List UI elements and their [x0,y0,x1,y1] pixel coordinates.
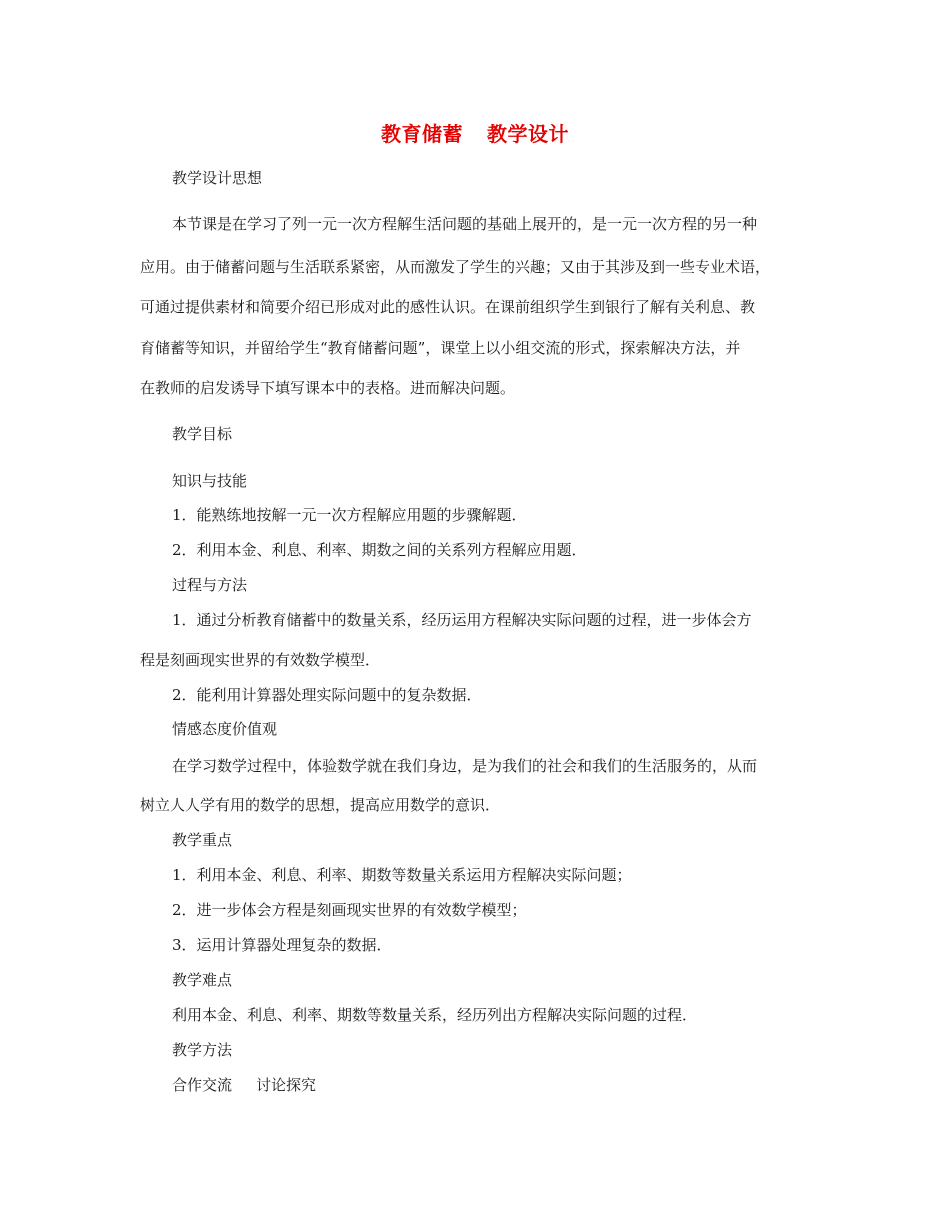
heading-key-points: 教学重点 [172,831,233,849]
intro-line-2: 应用。由于储蓄问题与生活联系紧密，从而激发了学生的兴趣；又由于其涉及到一些专业术语， [140,258,771,276]
key-point-2: 2．进一步体会方程是刻画现实世界的有效数学模型； [172,901,527,919]
process-item-1-line-2: 程是刻画现实世界的有效数学模型． [140,651,381,669]
key-point-1: 1．利用本金、利息、利率、期数等数量关系运用方程解决实际问题； [172,866,632,884]
method-part-2: 讨论探究 [256,1076,317,1094]
process-item-1-line-1: 1．通过分析教育储蓄中的数量关系，经历运用方程解决实际问题的过程，进一步体会方 [172,611,752,629]
heading-goals: 教学目标 [172,425,233,443]
heading-design-thought: 教学设计思想 [172,169,263,187]
document-title [0,118,950,147]
heading-method: 教学方法 [172,1041,233,1059]
intro-line-3: 可通过提供素材和简要介绍已形成对此的感性认识。在课前组织学生到银行了解有关利息、教 [140,298,756,316]
intro-line-5: 在教师的启发诱导下填写课本中的表格。进而解决问题。 [140,379,516,397]
heading-process: 过程与方法 [172,576,248,594]
method-text [172,1075,852,1095]
method-part-1: 合作交流 [172,1076,233,1094]
intro-line-1: 本节课是在学习了列一元一次方程解生活问题的基础上展开的，是一元一次方程的另一种 [172,215,758,233]
emotion-line-2: 树立人人学有用的数学的思想，提高应用数学的意识． [140,796,501,814]
difficulty-text: 利用本金、利息、利率、期数等数量关系，经历列出方程解决实际问题的过程． [172,1006,698,1024]
title-part-1: 教育储蓄 [381,122,463,146]
intro-line-4: 育储蓄等知识，并留给学生“教育储蓄问题”，课堂上以小组交流的形式，探索解决方法，并 [140,339,741,357]
knowledge-item-1: 1．能熟练地按解一元一次方程解应用题的步骤解题． [172,506,527,524]
heading-difficulty: 教学难点 [172,971,233,989]
key-point-3: 3．运用计算器处理复杂的数据． [172,936,392,954]
title-part-2: 教学设计 [487,122,569,146]
knowledge-item-2: 2．利用本金、利息、利率、期数之间的关系列方程解应用题． [172,541,587,559]
emotion-line-1: 在学习数学过程中，体验数学就在我们身边，是为我们的社会和我们的生活服务的，从而 [172,757,758,775]
heading-emotion: 情感态度价值观 [172,720,278,738]
process-item-2: 2．能利用计算器处理实际问题中的复杂数据． [172,686,482,704]
heading-knowledge: 知识与技能 [172,472,248,490]
